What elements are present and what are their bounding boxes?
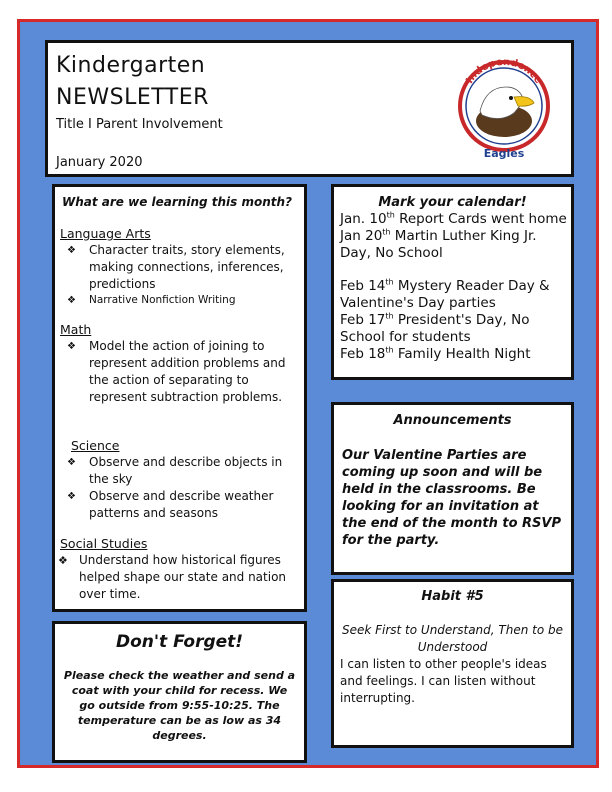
list-item: ❖ Observe and describe weather patterns and seasons — [67, 489, 274, 520]
science-heading: Science — [71, 438, 120, 453]
dont-forget-body: Please check the weather and send a coat with your child for recess. We go outside from 9:55-10:25. The temperature can be as low as 34 degrees. — [63, 669, 296, 742]
bullet-icon: ❖ — [67, 245, 76, 256]
announcements-title: Announcements — [393, 413, 512, 428]
bullet-icon: ❖ — [67, 341, 76, 352]
learning-box — [52, 184, 307, 612]
bullet-icon: ❖ — [67, 295, 76, 306]
title-line-2: NEWSLETTER — [56, 85, 209, 110]
list-item: ❖ Observe and describe objects in the sky — [67, 455, 283, 486]
title-line-1: Kindergarten — [56, 53, 206, 78]
habit-box — [331, 579, 574, 748]
habit-subtitle: Seek First to Understand, Then to be Understood — [341, 623, 564, 654]
bullet-icon: ❖ — [67, 491, 76, 502]
social-studies-heading: Social Studies — [60, 536, 148, 551]
date: January 2020 — [56, 155, 143, 170]
list-item: ❖ Model the action of joining to represent addition problems and the action of separating to represent subtraction problems. — [67, 339, 286, 404]
announcements-body: Our Valentine Parties are coming up soon and will be held in the classrooms. Be looking for an invitation at the end of the month to RSVP for the party. — [342, 448, 562, 548]
dont-forget-title: Don't Forget! — [115, 632, 244, 652]
dont-forget-box — [52, 621, 307, 763]
announcements-box — [331, 402, 574, 575]
calendar-event: Feb 18th Family Health Night — [340, 345, 531, 362]
logo-top-text: Independence — [464, 56, 544, 86]
subtitle: Title I Parent Involvement — [56, 117, 223, 132]
logo-bottom-text: Eagles — [483, 147, 525, 160]
list-item: ❖ Understand how historical figures helped shape our state and nation over time. — [58, 553, 287, 601]
habit-title: Habit #5 — [421, 589, 484, 604]
learning-question: What are we learning this month? — [62, 195, 293, 209]
bullet-icon: ❖ — [58, 554, 68, 567]
calendar-title: Mark your calendar! — [378, 195, 527, 210]
math-heading: Math — [60, 322, 92, 337]
habit-body: I can listen to other people's ideas and feelings. I can listen without interrupting. — [340, 657, 547, 705]
list-item: ❖ Narrative Nonfiction Writing — [67, 292, 295, 309]
bullet-icon: ❖ — [67, 457, 76, 468]
list-item: ❖ Character traits, story elements, making connections, inferences, predictions — [67, 243, 285, 291]
language-arts-heading: Language Arts — [60, 226, 151, 241]
newsletter-header — [45, 40, 574, 177]
calendar-box — [331, 184, 574, 380]
calendar-event: Jan. 10th Report Cards went home — [340, 210, 567, 227]
calendar-event: Feb 14th Mystery Reader Day & Valentine's Day parties — [340, 277, 550, 311]
calendar-event: Jan 20th Martin Luther King Jr. Day, No School — [340, 227, 537, 261]
calendar-event: Feb 17th President's Day, No School for students — [340, 311, 530, 345]
eagles-logo — [456, 51, 552, 169]
